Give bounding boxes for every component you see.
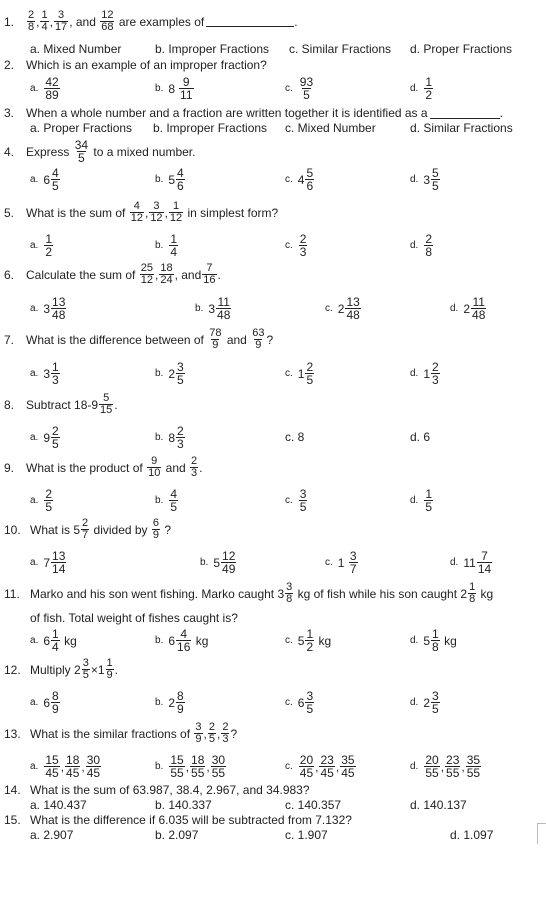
question-text: When a whole number and a fraction are written together it is identified as a [26,106,428,120]
choice-d[interactable]: d. 1.097 [450,828,494,842]
fraction: $\frac{2}{3}$ [222,721,229,745]
question-9: 9. What is the product of $\frac{9}{10}$ and $\frac{2}{3}$ . [0,456,203,479]
fraction: $\frac{1}{12}$ [169,200,183,224]
choice-d[interactable]: d. 5 $\frac{1}{8}$ kg [410,627,457,654]
question-11-line2 [30,611,238,625]
choice-b[interactable]: b. $\frac{1}{4}$ [155,232,178,259]
choice-c[interactable]: c. 1 $\frac{2}{5}$ [285,360,314,387]
question-2 [0,58,267,72]
question-text: Marko and his son went fishing. Marko caught [30,586,275,601]
question-number: 8. [4,397,15,412]
choice-d[interactable]: d. $\frac{2}{8}$ [410,232,433,259]
choice-b[interactable]: b. 2.097 [155,828,199,842]
choice-a[interactable]: a. 9 $\frac{2}{5}$ [30,424,59,451]
choice-d[interactable]: d. 2 $\frac{11}{48}$ [450,295,486,322]
question-number: 9. [4,460,15,475]
question-text: to a mixed number. [93,144,196,159]
fraction: $\frac{63}{9}$ [252,327,265,351]
question-7: 7. What is the difference between of $\frac{78}{9}$ and $\frac{63}{9}$ ? [0,328,273,351]
choice-b[interactable]: b. 140.337 [155,798,212,812]
text: and [75,14,96,29]
question-text: What is the difference if 6.035 will be subtracted from 7.132? [30,813,352,827]
question-text: What is the product of [26,460,143,475]
fraction: $\frac{25}{12}$ [140,262,153,286]
question-3: 3. When a whole number and a fraction are written together it is identified as a . [0,106,503,120]
question-number: 15. [4,813,21,827]
question-1: 1. $\frac{2}{8}$ , $\frac{1}{4}$ , $\frac{3}{17}$ , and $\frac{12}{68}$ are examples of . [0,10,298,33]
choice-d[interactable]: d. $\frac{20}{55}$ , $\frac{23}{55}$ , $\frac{35}{55}$ [410,753,481,780]
choice-b[interactable]: b. 3 $\frac{11}{48}$ [195,295,231,322]
choice-c[interactable]: c. 8 [285,430,305,444]
fraction: $\frac{4}{5}$ [52,166,59,193]
question-text: Which is an example of an improper fraction? [26,58,267,72]
question-14 [0,783,310,797]
fraction: $\frac{78}{9}$ [209,327,222,351]
choice-c[interactable]: c. Mixed Number [285,121,376,135]
fraction: $\frac{2}{5}$ [208,721,215,745]
question-text: Multiply [30,662,71,677]
fraction: $\frac{3}{12}$ [150,200,163,224]
fraction: $\frac{9}{10}$ [148,455,161,479]
choice-b[interactable]: b. Improper Fractions [153,121,268,135]
question-number: 3. [4,106,15,120]
fraction: $\frac{6}{9}$ [152,517,160,541]
choice-d[interactable]: d. Similar Fractions [410,121,513,135]
question-number: 2. [4,58,15,72]
choice-c[interactable]: c. Similar Fractions [289,42,392,56]
choice-a[interactable]: a. $\frac{2}{5}$ [30,487,53,514]
fraction: $\frac{34}{5}$ [74,138,89,165]
question-10: 10. What is 5 $\frac{2}{7}$ divided by $\frac{6}{9}$ ? [0,518,171,541]
question-5: 5. What is the sum of $\frac{4}{12}$ , $\frac{3}{12}$ , $\frac{1}{12}$ in simplest form? [0,201,278,224]
question-8: 8. Subtract 18-9 $\frac{5}{15}$ . [0,393,118,416]
choice-a[interactable]: a. 7 $\frac{13}{14}$ [30,549,66,576]
question-text: in simplest form? [187,205,279,220]
fraction: $\frac{4}{6}$ [177,166,184,193]
question-number: 7. [4,332,15,347]
choice-d[interactable]: d. 140.137 [410,798,467,812]
question-11: 11. Marko and his son went fishing. Marko caught 3 $\frac{3}{8}$ kg of fish while his son caught 2 $\frac{1}{8}$ kg [0,582,493,605]
choice-a[interactable]: a. 3 $\frac{1}{3}$ [30,360,59,387]
choice-a[interactable]: a. $\frac{42}{89}$ [30,75,59,102]
fraction: $\frac{1}{9}$ [106,657,113,681]
choice-a[interactable]: a. 2.907 [30,828,74,842]
question-number: 11. [4,586,20,601]
choice-d[interactable]: d. $\frac{1}{2}$ [410,75,433,102]
fraction: $\frac{7}{16}$ [203,262,216,286]
fraction: $\frac{2}{3}$ [191,455,198,479]
choice-a[interactable]: a. $\frac{1}{2}$ [30,232,53,259]
choice-c[interactable]: c. $\frac{3}{5}$ [285,487,307,514]
choice-b[interactable]: b. 5 $\frac{12}{49}$ [200,549,236,576]
fraction: $\frac{2}{8}$ [28,9,35,33]
page-corner-mark [537,823,546,844]
question-12: 12. Multiply 2 $\frac{3}{5}$ × 1 $\frac{1}{9}$ . [0,658,118,681]
fraction: $\frac{42}{89}$ [45,75,59,102]
fraction: $\frac{5}{15}$ [100,392,113,416]
question-text: of fish. Total weight of fishes caught is? [30,611,238,625]
question-6: 6. Calculate the sum of $\frac{25}{12}$ , $\frac{18}{24}$ , and $\frac{7}{16}$ . [0,263,221,286]
choice-b[interactable]: b. 2 $\frac{8}{9}$ [155,689,184,716]
question-4 [0,139,195,164]
question-text: Express [26,144,70,159]
question-13: 13. What is the similar fractions of $\frac{3}{9}$ , $\frac{2}{5}$ , $\frac{2}{3}$ ? [0,722,237,745]
fraction: $\frac{2}{7}$ [82,517,89,541]
choice-d[interactable]: d. 11 $\frac{7}{14}$ [450,549,492,576]
question-number: 12. [4,662,21,677]
choice-c[interactable]: c. $\frac{93}{5}$ [285,75,314,102]
choice-b[interactable]: b. $\frac{15}{55}$ , $\frac{18}{55}$ , $\frac{30}{55}$ [155,753,226,780]
fraction: $\frac{93}{5}$ [299,75,314,102]
choice-d[interactable]: d. 6 [410,430,431,444]
choice-b[interactable]: b. 6 $\frac{4}{16}$ kg [155,627,209,654]
question-number: 14. [4,783,21,797]
choice-b[interactable]: b. 5 $\frac{4}{6}$ [155,166,184,193]
answer-blank [206,16,294,27]
fraction: $\frac{12}{68}$ [101,9,114,33]
choice-c[interactable]: c. 140.357 [285,798,342,812]
fraction: $\frac{4}{12}$ [130,200,143,224]
question-number: 6. [4,267,15,282]
choice-b[interactable]: b. $\frac{4}{5}$ [155,487,178,514]
question-15 [0,813,352,827]
fraction: $\frac{3}{8}$ [286,581,293,605]
choice-d[interactable]: d. Proper Fractions [410,42,513,56]
choice-c[interactable]: c. 1 $\frac{3}{7}$ [325,549,357,576]
choice-a[interactable]: a. 6 $\frac{4}{5}$ [30,166,59,193]
choice-c[interactable]: c. 4 $\frac{5}{6}$ [285,166,314,193]
fraction: $\frac{3}{9}$ [195,721,202,745]
question-number: 4. [4,144,15,159]
choice-c[interactable]: c. 2 $\frac{13}{48}$ [325,295,360,322]
question-text: Calculate the sum of [26,267,136,282]
question-number: 13. [4,726,21,741]
choice-d[interactable]: d. 2 $\frac{3}{5}$ [410,689,439,716]
choice-a[interactable]: a. Mixed Number [30,42,122,56]
choice-a[interactable]: a. 140.437 [30,798,87,812]
question-number: 1. [4,14,15,29]
choice-d[interactable]: d. 3 $\frac{5}{5}$ [410,166,439,193]
fraction: $\frac{5}{5}$ [432,166,439,193]
choice-b[interactable]: b. Improper Fractions [155,42,270,56]
choice-a[interactable]: a. $\frac{15}{45}$ , $\frac{18}{45}$ , $\frac{30}{45}$ [30,753,101,780]
choice-d[interactable]: d. 1 $\frac{2}{3}$ [410,360,439,387]
fraction: $\frac{5}{6}$ [306,166,314,193]
choice-c[interactable]: c. 1.907 [285,828,328,842]
question-number: 10. [4,522,21,537]
question-text: are examples of [118,14,205,29]
choice-a[interactable]: a. 6 $\frac{8}{9}$ [30,689,59,716]
question-text: What is the sum of [26,205,126,220]
answer-blank [430,108,500,119]
fraction: $\frac{3}{5}$ [82,657,89,681]
choice-c[interactable]: c. 6 $\frac{3}{5}$ [285,689,314,716]
choice-d[interactable]: d. $\frac{1}{5}$ [410,487,433,514]
choice-b[interactable]: b. 8 $\frac{2}{3}$ [155,424,184,451]
choice-c[interactable]: c. $\frac{20}{45}$ , $\frac{23}{45}$ , $\frac{35}{45}$ [285,753,355,780]
fraction: $\frac{1}{8}$ [469,581,476,605]
question-text: What is the sum of 63.987, 38.4, 2.967, and 34.983? [30,783,310,797]
choice-a[interactable]: a. Proper Fractions [30,121,133,135]
fraction: $\frac{18}{24}$ [160,262,173,286]
choice-a[interactable]: a. 6 $\frac{1}{4}$ kg [30,627,77,654]
question-text: Subtract 18-9 [26,397,99,412]
question-text: What is the similar fractions of [30,726,191,741]
choice-a[interactable]: a. 3 $\frac{13}{48}$ [30,295,66,322]
question-text: What is the difference between of [26,332,204,347]
fraction: $\frac{1}{2}$ [425,75,433,102]
question-number: 5. [4,205,15,220]
fraction: $\frac{1}{4}$ [41,9,48,33]
choice-c[interactable]: c. $\frac{2}{3}$ [285,232,307,259]
choice-b[interactable]: b. 8 $\frac{9}{11}$ [155,75,193,102]
question-text: What is [30,522,71,537]
fraction: $\frac{9}{11}$ [180,75,193,102]
choice-c[interactable]: c. 5 $\frac{1}{2}$ kg [285,627,332,654]
choice-b[interactable]: b. 2 $\frac{3}{5}$ [155,360,184,387]
fraction: $\frac{3}{17}$ [54,9,68,33]
